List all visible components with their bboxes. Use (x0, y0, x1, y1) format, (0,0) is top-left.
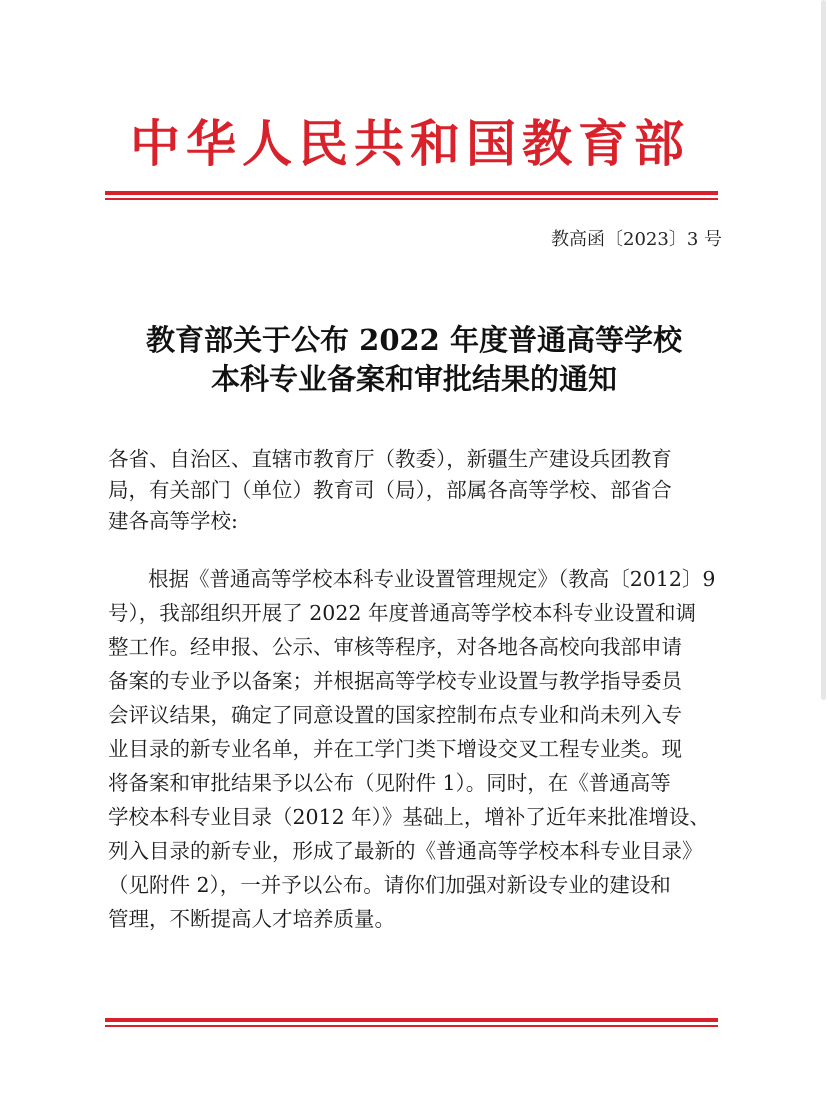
body-line: 备案的专业予以备案；并根据高等学校专业设置与教学指导委员 (108, 669, 682, 693)
salutation-line: 局，有关部门（单位）教育司（局），部属各高等学校、部省合 (108, 478, 672, 502)
footer-divider-thin (105, 1025, 718, 1027)
body-line: 学校本科专业目录（2012 年）》基础上，增补了近年来批准增设、 (108, 805, 710, 829)
footer-divider-thick (105, 1018, 718, 1022)
body-line: 根据《普通高等学校本科专业设置管理规定》（教高〔2012〕9 (148, 567, 716, 591)
document-number: 教高函〔2023〕3 号 (551, 229, 722, 250)
header-divider-thin (105, 198, 718, 200)
scrollbar[interactable] (821, 0, 826, 700)
body-line: （见附件 2），一并予以公布。请你们加强对新设专业的建设和 (108, 873, 671, 897)
salutation-line: 各省、自治区、直辖市教育厅（教委），新疆生产建设兵团教育 (108, 447, 672, 471)
agency-masthead: 中华人民共和国教育部 (130, 115, 690, 173)
body-line: 将备案和审批结果予以公布（见附件 1）。同时，在《普通高等 (108, 771, 671, 795)
header-divider-thick (105, 191, 718, 195)
body-line: 会评议结果，确定了同意设置的国家控制布点专业和尚未列入专 (108, 703, 682, 727)
body-line: 业目录的新专业名单，并在工学门类下增设交叉工程专业类。现 (108, 737, 682, 761)
body-line: 整工作。经申报、公示、审核等程序，对各地各高校向我部申请 (108, 635, 682, 659)
document-title-line-1: 教育部关于公布 2022 年度普通高等学校 (146, 323, 682, 357)
body-line: 号），我部组织开展了 2022 年度普通高等学校本科专业设置和调 (108, 601, 696, 625)
body-line: 列入目录的新专业，形成了最新的《普通高等学校本科专业目录》 (108, 839, 703, 863)
document-title-line-2: 本科专业备案和审批结果的通知 (210, 362, 617, 396)
salutation-line: 建各高等学校: (108, 509, 238, 533)
body-line: 管理，不断提高人才培养质量。 (108, 907, 395, 931)
